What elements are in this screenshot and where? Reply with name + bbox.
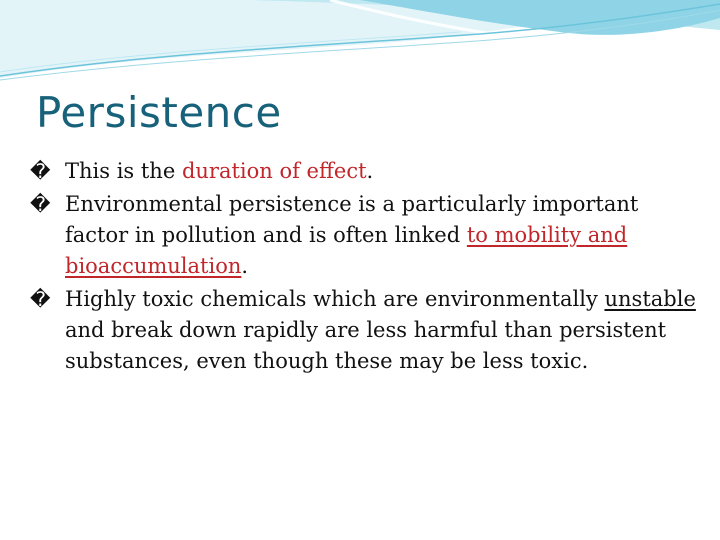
bullet-glyph-icon: � (30, 159, 51, 183)
bullet-item (30, 189, 700, 282)
emphasis-underlined-text: to mobility and bioaccumulation (65, 223, 628, 278)
bullet-text: Highly toxic chemicals which are environmentally (65, 287, 605, 311)
bullet-list (30, 156, 700, 379)
header-wave-decoration (0, 0, 720, 90)
bullet-item (30, 284, 700, 377)
slide-title: Persistence (36, 88, 282, 137)
emphasis-text: duration of effect (181, 159, 367, 183)
bullet-glyph-icon: � (30, 192, 51, 216)
bullet-item (30, 156, 700, 187)
bullet-text: Environmental persistence is a particularly important factor in pollution and is often linked (65, 192, 639, 247)
bullet-text: . (241, 254, 249, 278)
bullet-text: and break down rapidly are less harmful than persistent substances, even though these may be less toxic. (65, 318, 667, 373)
bullet-text: . (366, 159, 374, 183)
bullet-text: This is the (65, 159, 182, 183)
underlined-text: unstable (604, 287, 696, 311)
bullet-glyph-icon: � (30, 287, 51, 311)
